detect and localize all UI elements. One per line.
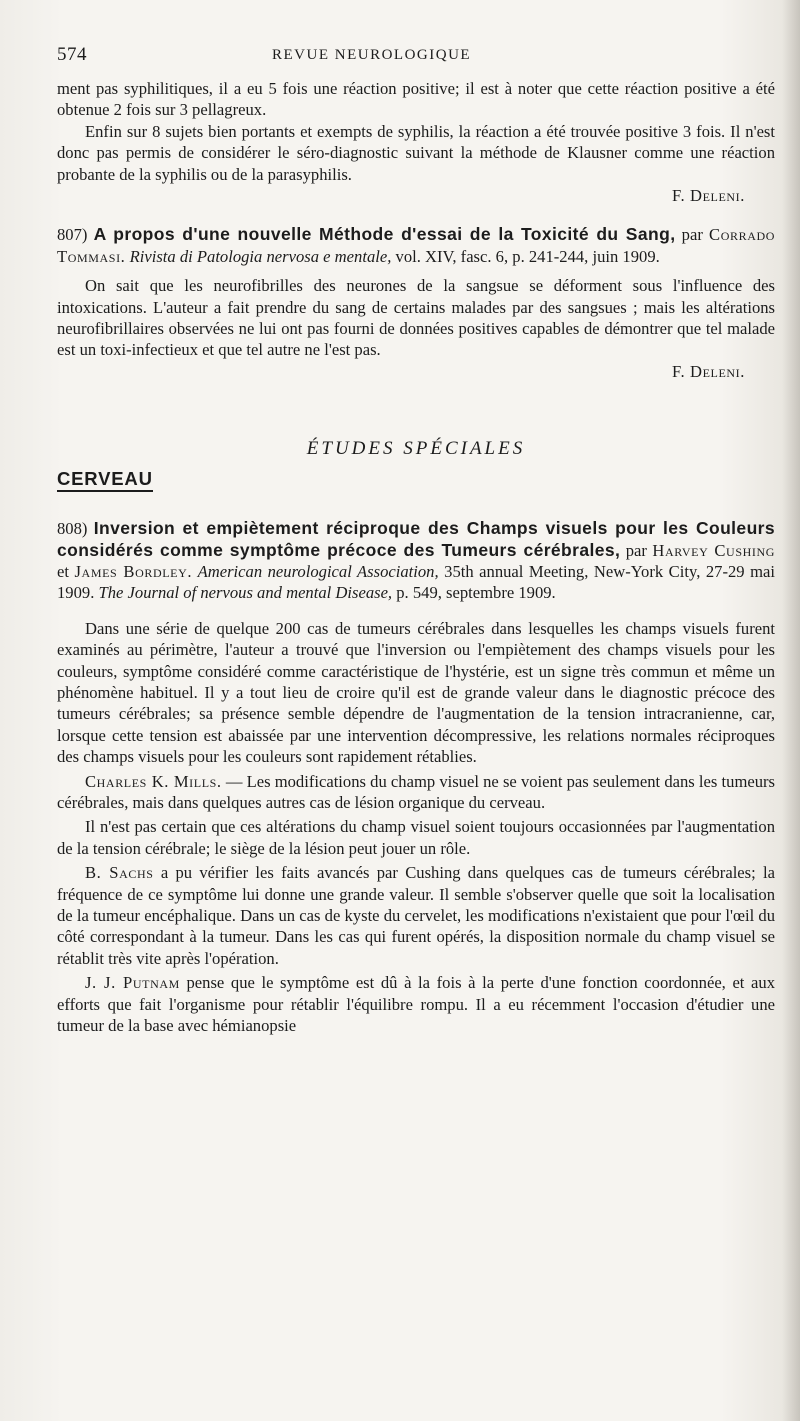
page-header <box>57 44 757 68</box>
entry-807-details: vol. XIV, fasc. 6, p. 241-244, juin 1909. <box>395 246 660 266</box>
entry-808-paragraph-3: Il n'est pas certain que ces altérations du champ visuel soient toujours occasionnées par l'augmentation de la tension cérébrale; le siège de la lésion peut jouer un rôle. <box>57 817 775 858</box>
entry-807-number: 807) <box>57 225 88 245</box>
entry-808-putnam-name: J. J. Putnam <box>85 973 180 993</box>
entry-808-by: par <box>625 540 647 560</box>
entry-807-title: A propos d'une nouvelle Méthode d'essai de la Toxicité du Sang, <box>93 224 676 245</box>
entry-807-by: par <box>681 225 703 245</box>
rubric-container <box>57 468 775 492</box>
entry-807-body: On sait que les neurofibrilles des neurones de la sangsue se déforment sous l'influence des intoxications. L'auteur a fait prendre du sang de certains malades par des sangsues ; mais les altérations neurofibrillaires observées ne lui ont pas fourni de données positives capables de démontrer que tel malade est un toxi-infectieux et que tel autre ne l'est pas. <box>57 276 775 360</box>
entry-808-details-2: p. 549, septembre 1909. <box>396 583 556 603</box>
rubric-heading: CERVEAU <box>57 468 153 492</box>
entry-808-journal-2: The Journal of nervous and mental Disease, <box>98 583 393 603</box>
entry-808-details-1: 35th annual Meeting, New-York City, 27-29 mai 1909. <box>57 561 775 603</box>
entry-808-title: Inversion et empiètement réciproque des Champs visuels pour les Couleurs considérés comme symptôme précoce des Tumeurs cérébrales, <box>57 518 775 560</box>
entry-808-putnam-paragraph <box>57 972 775 1036</box>
section-title: ÉTUDES SPÉCIALES <box>306 438 526 460</box>
entry-808-putnam-text: pense que le symptôme est dû à la fois à la perte d'une fonction coordonnée, et aux efforts que fait l'organisme pour rétablir l'équilibre rompu. Il a eu récemment l'occasion d'étudier une tumeur de la base avec hémianopsie <box>57 973 775 1036</box>
prev-entry-paragraph-1: ment pas syphilitiques, il a eu 5 fois une réaction positive; il est à noter que cette réaction positive a été obtenue 2 fois sur 3 pellagreux. <box>57 79 775 120</box>
entry-808-mills-paragraph <box>57 771 775 814</box>
entry-808-sachs-paragraph <box>57 862 775 969</box>
entry-808-citation <box>57 518 775 604</box>
entry-807-citation <box>57 224 775 267</box>
entry-808-mills-name: Charles K. Mills. <box>85 771 222 791</box>
page-number: 574 <box>57 44 87 65</box>
entry-808-number: 808) <box>57 519 88 539</box>
entry-808-sachs-text: a pu vérifier les faits avancés par Cushing dans quelques cas de tumeurs cérébrales; la fréquence de ce symptôme lui donne une grande valeur. Il semble s'observer quelle que soit la localisation de la tumeur encéphalique. Dans un cas de kyste du cervelet, les modifications n'existaient que pour l'œil du côté correspondant à la tumeur. Dans les cas qui furent opérés, la disposition normale du champ visuel se rétablit très vite après l'opération. <box>57 863 775 968</box>
page-body <box>57 78 775 1036</box>
entry-808-author-2: James Bordley. <box>74 561 193 581</box>
entry-807-signature: F. Deleni. <box>672 361 745 381</box>
entry-808-mills-text: — Les modifications du champ visuel ne se voient pas seulement dans les tumeurs cérébrales, mais dans quelques autres cas de lésion organique du cerveau. <box>57 771 775 812</box>
prev-entry-signature: F. Deleni. <box>672 186 745 206</box>
book-gutter-shadow <box>782 0 800 1421</box>
entry-807-journal: Rivista di Patologia nervosa e mentale, <box>129 246 392 266</box>
entry-808-author-1: Harvey Cushing <box>652 540 775 560</box>
entry-808-body-1: Dans une série de quelque 200 cas de tumeurs cérébrales dans lesquelles les champs visuels furent examinés au périmètre, l'auteur a trouvé que l'inversion ou l'empiètement des champs visuels pour les couleurs, symptôme considéré comme caractéristique de l'hystérie, est un signe très commun et même un phénomène habituel. Il y a tout lieu de croire qu'il est de grande valeur dans le diagnostic précoce des tumeurs cérébrales; sa présence semble dépendre de l'augmentation de la tension intracranienne, car, lorsque cette tension est abaissée par une intervention décompressive, les relations normales réciproques des champs visuels pour les couleurs sont rapidement rétablies. <box>57 618 775 767</box>
running-head: REVUE NEUROLOGIQUE <box>272 47 472 63</box>
entry-808-sachs-name: B. Sachs <box>85 863 154 883</box>
entry-807-author: Corrado Tommasi. <box>57 225 775 266</box>
entry-808-and: et <box>57 561 69 581</box>
entry-808-journal-1: American neurological Association, <box>197 561 439 581</box>
prev-entry-paragraph-2: Enfin sur 8 sujets bien portants et exempts de syphilis, la réaction a été trouvée positive 3 fois. Il n'est donc pas permis de considérer le séro-diagnostic suivant la méthode de Klausner comme une réaction probante de la syphilis ou de la parasyphilis. <box>57 121 775 184</box>
